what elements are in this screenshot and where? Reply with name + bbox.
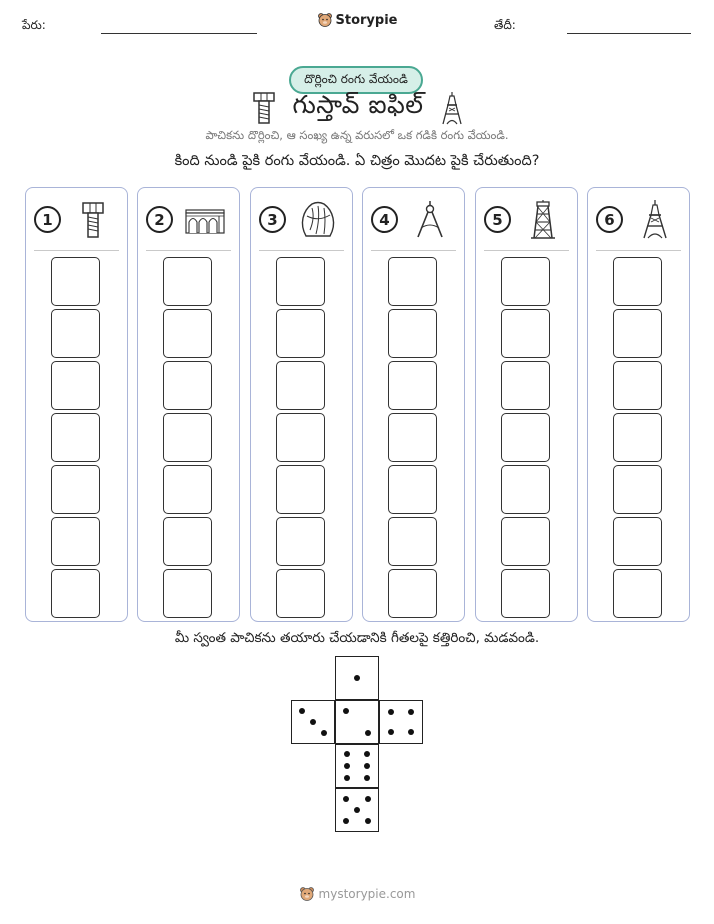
- color-box[interactable]: [163, 465, 212, 514]
- column-header: [138, 200, 239, 242]
- column-divider: [259, 250, 344, 251]
- statue-drape-icon: [298, 200, 338, 240]
- footer: [0, 886, 714, 902]
- die-face-1: [335, 656, 379, 700]
- color-box[interactable]: [163, 517, 212, 566]
- color-box[interactable]: [276, 309, 325, 358]
- column-header: [476, 200, 577, 242]
- pip: [343, 708, 349, 714]
- color-box[interactable]: [51, 569, 100, 618]
- pip: [344, 763, 350, 769]
- pip: [310, 719, 316, 725]
- pip: [354, 675, 360, 681]
- page-title: గుస్తావ్ ఐఫిల్: [292, 90, 424, 119]
- die-face-4: [379, 700, 423, 744]
- pip: [321, 730, 327, 736]
- color-box[interactable]: [51, 517, 100, 566]
- race-column-6: [587, 187, 690, 622]
- color-box[interactable]: [501, 569, 550, 618]
- pip: [408, 729, 414, 735]
- bear-logo-icon: [317, 12, 333, 28]
- cut-instruction: మీ స్వంత పాచికను తయారు చేయడానికి గీతలపై కత్తిరించి, మడవండి.: [174, 630, 540, 646]
- color-box[interactable]: [613, 361, 662, 410]
- column-header: [588, 200, 689, 242]
- column-number: 5: [484, 206, 511, 233]
- instruction: కింది నుండి పైకి రంగు వేయండి. ఏ చిత్రం మొదట పైకి చేరుతుంది?: [174, 153, 540, 169]
- color-box[interactable]: [276, 361, 325, 410]
- eiffel-tower-icon: [440, 91, 464, 125]
- race-column-2: [137, 187, 240, 622]
- name-line[interactable]: [101, 33, 257, 34]
- color-box[interactable]: [388, 257, 437, 306]
- pylon-tower-icon: [523, 200, 563, 240]
- bolt-icon: [251, 91, 277, 125]
- column-divider: [146, 250, 231, 251]
- footer-url[interactable]: mystorypie.com: [318, 887, 416, 901]
- column-number: 6: [596, 206, 623, 233]
- color-box[interactable]: [163, 309, 212, 358]
- color-box[interactable]: [163, 361, 212, 410]
- race-column-5: [475, 187, 578, 622]
- pip: [388, 709, 394, 715]
- color-box[interactable]: [51, 361, 100, 410]
- bolt-icon: [73, 200, 113, 240]
- pip: [408, 709, 414, 715]
- column-header: [363, 200, 464, 242]
- column-divider: [596, 250, 681, 251]
- pip: [364, 751, 370, 757]
- pip: [344, 775, 350, 781]
- color-box[interactable]: [388, 309, 437, 358]
- eiffel-tower-icon: [635, 200, 675, 240]
- column-header: [251, 200, 352, 242]
- pip: [343, 796, 349, 802]
- color-box[interactable]: [276, 569, 325, 618]
- die-face-5: [335, 788, 379, 832]
- die-face-2: [335, 700, 379, 744]
- color-box[interactable]: [276, 465, 325, 514]
- name-label: పేరు:: [22, 18, 46, 32]
- color-box[interactable]: [613, 569, 662, 618]
- color-box[interactable]: [163, 413, 212, 462]
- color-box[interactable]: [388, 361, 437, 410]
- color-box[interactable]: [276, 517, 325, 566]
- color-box[interactable]: [613, 309, 662, 358]
- race-column-4: [362, 187, 465, 622]
- color-box[interactable]: [501, 517, 550, 566]
- color-box[interactable]: [276, 413, 325, 462]
- color-box[interactable]: [501, 309, 550, 358]
- date-line[interactable]: [567, 33, 691, 34]
- color-box[interactable]: [613, 517, 662, 566]
- title-row: [0, 90, 714, 126]
- bridge-icon: [183, 200, 227, 240]
- subtitle: పాచికను దొర్లించి, ఆ సంఖ్య ఉన్న వరుసలో ఒక గడికి రంగు వేయండి.: [205, 128, 509, 142]
- date-label: తేదీ:: [494, 18, 516, 32]
- activity-pill: దొర్లించి రంగు వేయండి: [289, 66, 423, 94]
- column-number: 4: [371, 206, 398, 233]
- pip: [299, 708, 305, 714]
- column-divider: [484, 250, 569, 251]
- pip: [344, 751, 350, 757]
- color-box[interactable]: [51, 413, 100, 462]
- color-box[interactable]: [501, 413, 550, 462]
- color-box[interactable]: [163, 257, 212, 306]
- column-header: [26, 200, 127, 242]
- color-box[interactable]: [501, 257, 550, 306]
- column-number: 3: [259, 206, 286, 233]
- color-box[interactable]: [51, 309, 100, 358]
- pip: [364, 763, 370, 769]
- color-box[interactable]: [163, 569, 212, 618]
- pip: [343, 818, 349, 824]
- brand-name: Storypie: [335, 12, 398, 28]
- race-column-3: [250, 187, 353, 622]
- color-box[interactable]: [501, 465, 550, 514]
- pip: [354, 807, 360, 813]
- color-box[interactable]: [388, 413, 437, 462]
- color-box[interactable]: [388, 465, 437, 514]
- column-divider: [34, 250, 119, 251]
- pip: [388, 729, 394, 735]
- color-box[interactable]: [276, 257, 325, 306]
- pip: [364, 775, 370, 781]
- color-box[interactable]: [613, 413, 662, 462]
- color-box[interactable]: [613, 257, 662, 306]
- pip: [365, 730, 371, 736]
- brand-logo: [0, 12, 714, 28]
- column-number: 1: [34, 206, 61, 233]
- color-box[interactable]: [388, 517, 437, 566]
- column-number: 2: [146, 206, 173, 233]
- color-box[interactable]: [501, 361, 550, 410]
- color-box[interactable]: [388, 569, 437, 618]
- pip: [365, 818, 371, 824]
- color-box[interactable]: [51, 465, 100, 514]
- pip: [365, 796, 371, 802]
- color-box[interactable]: [613, 465, 662, 514]
- column-divider: [371, 250, 456, 251]
- die-face-6: [335, 744, 379, 788]
- race-column-1: [25, 187, 128, 622]
- bear-logo-icon: [299, 886, 315, 902]
- compass-icon: [410, 200, 450, 240]
- color-box[interactable]: [51, 257, 100, 306]
- die-face-3: [291, 700, 335, 744]
